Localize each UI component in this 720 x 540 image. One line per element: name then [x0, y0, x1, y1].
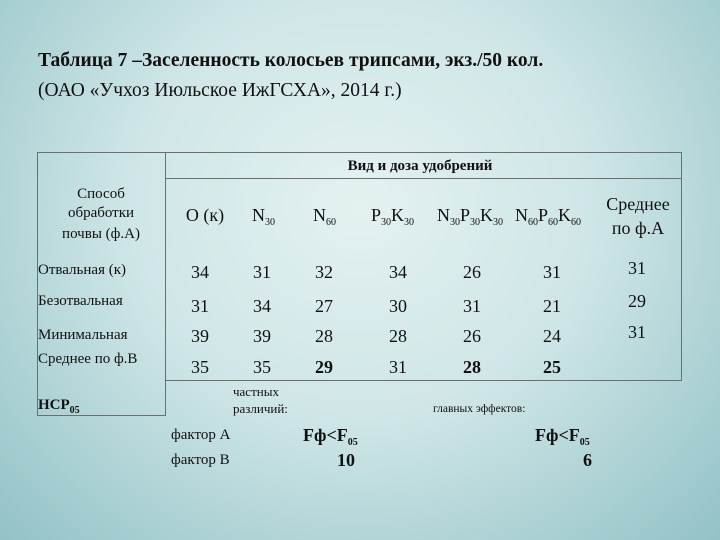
table-cell: 28 [315, 326, 333, 346]
table-left-border [37, 152, 38, 416]
table-header-divider [165, 178, 682, 179]
factor-b-partial: 10 [337, 450, 355, 470]
avg-header-line: по ф.А [611, 218, 665, 238]
factor-a-partial: $Fф<F_{05}$ [303, 425, 358, 448]
col-header-p30k30: $P_{30}K_{30}$ [371, 205, 415, 228]
row-label: Минимальная [38, 327, 128, 343]
table-cell: 39 [191, 326, 209, 346]
table-right-border [681, 152, 682, 380]
table-bottom-border [165, 380, 682, 381]
table-cell: 35 [191, 357, 209, 377]
row-header-line: почвы (ф.А) [62, 226, 140, 242]
table-cell: 39 [253, 326, 271, 346]
table-cell: 28 [463, 357, 481, 377]
table-cell: 27 [315, 296, 333, 316]
row-label: Среднее по ф.В [38, 351, 138, 367]
factor-b-main: 6 [583, 450, 592, 470]
table-cell: 28 [389, 326, 407, 346]
table-cell: 34 [191, 262, 209, 282]
table-cell: 26 [463, 262, 481, 282]
table-cell: 31 [389, 357, 407, 377]
table-cell: 32 [315, 262, 333, 282]
table-cell: 29 [315, 357, 333, 377]
avg-header-line: Среднее [606, 194, 670, 214]
table-cell-average: 31 [628, 258, 646, 278]
table-cell: 31 [543, 262, 561, 282]
row-header-line: Способ [77, 186, 125, 202]
col-header-n30: $N_{30}$ [252, 205, 275, 228]
table-top-border [37, 152, 682, 153]
col-header-n60p60k60: $N_{60}P_{60}K_{60}$ [515, 205, 582, 228]
row-label: Безотвальная [38, 293, 123, 309]
table-cell: 30 [389, 296, 407, 316]
table-cell: 34 [253, 296, 271, 316]
slide-title: Таблица 7 –Заселенность колосьев трипсами, экз./50 кол. [38, 50, 544, 71]
factor-b-label: фактор В [171, 452, 230, 468]
table-rowheader-divider [165, 152, 166, 416]
hcp-box-bottom [37, 415, 166, 416]
table-cell: 31 [253, 262, 271, 282]
group-header: Вид и доза удобрений [347, 158, 493, 174]
table-cell: 35 [253, 357, 271, 377]
row-label: Отвальная (к) [38, 262, 127, 278]
table-cell: 25 [543, 357, 561, 377]
table-cell: 21 [543, 296, 561, 316]
row-header-line: обработки [67, 205, 135, 221]
hcp-main-effects-label: главных эффектов: [433, 403, 526, 415]
col-header-n60: $N_{60}$ [313, 205, 336, 228]
hcp-partial-label: частных различий: [233, 384, 288, 416]
table-cell: 24 [543, 326, 561, 346]
table-cell: 26 [463, 326, 481, 346]
table-cell: 31 [463, 296, 481, 316]
factor-a-label: фактор А [171, 427, 231, 443]
table-cell: 34 [389, 262, 407, 282]
col-header-n30p30k30: $N_{30}P_{30}K_{30}$ [437, 205, 504, 228]
table-cell-average: 29 [628, 291, 646, 311]
col-header-control: О (к) [185, 205, 225, 225]
table-cell: 31 [191, 296, 209, 316]
hcp-label: $НСР_{05}$ [38, 397, 80, 416]
factor-a-main: $Fф<F_{05}$ [535, 425, 590, 448]
slide-subtitle: (ОАО «Учхоз Июльское ИжГСХА», 2014 г.) [38, 80, 402, 101]
table-cell-average: 31 [628, 322, 646, 342]
